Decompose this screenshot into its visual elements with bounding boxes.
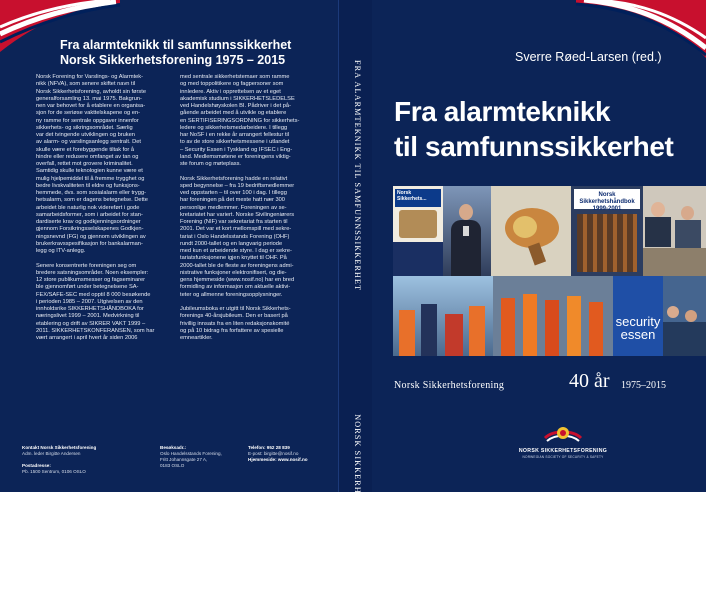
photo-collage (393, 186, 706, 356)
spine-title-part-b: NORSK SIKKERHETSFORENING 40 ÅR (353, 414, 362, 592)
spine-title (353, 60, 362, 592)
essen-line2: essen (620, 327, 656, 342)
piggy-bank-photo (491, 186, 571, 276)
front-title (394, 94, 694, 164)
anniversary-line (394, 372, 694, 396)
back-footer-contact (0, 440, 338, 492)
footer-visit-column (160, 445, 240, 469)
back-cover-title (60, 38, 330, 68)
back-text-right-column: med sentrale sikkerhetstemaer som ramme og med toppolitikere og fagpersoner som innledere. Aktiv i opprettelsen av et eget akademisk studium i SIKKERHETSLEDELSE ved Handelshøyskolen BI. Pådriver i det på- gående arbeidet med å utvikle og etablere en SERTIFISERINGSORDNING for sikkerhets- ledere og sikkerhetsmedarbeidere. I tillegg har NoSF i en rekke år arrangert fellestur til to av de store sikkerhetsmessene i utlandet – Security Essen i Tyskland og IFSEC i Eng- land. Medlemsmøtene er foreningens viktig- ste forum og møteplass. Norsk Sikkerhetsforening hadde en relativt sped begynnelse – fra 19 bedriftsmedlemmer ved oppstarten – til over 100 i dag. I tillegg har foreningen på det meste hatt nær 300 personlige medlemmer. Foreningen av se- kretariatet har variert. Norske Sivilingeniørers Forening (NIF) var sekretariat fra starten til 2001. Det var et kort mellomspill med sekre- tariat i Oslo Handelsstands Forening (OHF) rundt 2000-tallet og en langvarig periode med kun et arbeidende styre. I dag er sekre- tariatsfunksjonene igjen knyttet til OHF. På 2000-tallet ble de fleste av foreningens admi- nistrative funksjoner elektronifisert, og die- gens hjemmeside (www.nosif.no) har en bred formidling av informasjon om aktuelle aktivi- teter og allmenne foreningsopplysninger. Jubileumsboka er utgitt til Norsk Sikkerhets- forenings 40-årsjubileum. Den er basert på frivillig innsats fra en liten redaksjonskomité og på 10 bidrag fra forfattere av spesielle emneartikler. (180, 74, 300, 341)
handbook-banner: Norsk Sikkerhetshåndbok 1999-2001 (574, 189, 640, 209)
spine-title-part-a: FRA ALARMTEKNIKK TIL SAMFUNNSSIKKERHET (353, 60, 362, 292)
footer-phone-column (248, 445, 328, 463)
anniversary-org: Norsk Sikkerhetsforening (394, 380, 505, 391)
footer-contact-line: Adm. leder Birgitte Andersen (22, 451, 81, 456)
book-cover-label: Norsk Sikkerhets... (395, 189, 441, 207)
footer-visit-line: 0183 OSLO (160, 463, 185, 468)
handbook-photo (571, 186, 643, 276)
front-title-line1: Fra alarmteknikk (394, 96, 611, 127)
event-crowd-photo (393, 276, 493, 356)
book-cover-photo (393, 186, 443, 242)
logo-subtitle: NORWEGIAN SOCIETY OF SECURITY & SAFETY (522, 455, 604, 459)
footer-visit-label: Besøksadr.: (160, 445, 187, 450)
society-logo (478, 424, 648, 470)
footer-contact-label: Kontakt Norsk Sikkerhetsforening (22, 445, 97, 450)
book-spine (338, 0, 374, 592)
anniversary-range: 1975–2015 (621, 380, 666, 391)
logo-emblem-icon (543, 424, 583, 446)
footer-contact-column (22, 445, 102, 475)
footer-post-label: Postadresse: (22, 463, 51, 468)
back-title-line2: Norsk Sikkerhetsforening 1975 – 2015 (60, 53, 286, 67)
meeting-photo (643, 186, 706, 276)
editor-name: Sverre Røed-Larsen (red.) (515, 50, 662, 64)
safety-vests-photo (493, 276, 613, 356)
presenter-photo (443, 186, 491, 276)
footer-post-line: Pb. 1500 Sentrum, 0106 OSLO (22, 469, 86, 474)
footer-email-line: E-post: birgitte@nosif.no (248, 451, 299, 456)
essen-line1: security (615, 314, 661, 329)
back-cover (0, 0, 338, 492)
front-cover (372, 0, 706, 492)
footer-phone-label: Telefon: 952 28 839 (248, 445, 290, 450)
back-text-left-column: Norsk Forening for Varslings- og Alarmtek- nikk (NFVA), som senere skiftet navn til Norsk Sikkerhetsforening, avholdt sin første generalforsamling 13. mai 1975. Bakgrun- nen var behovet for å etablere en organisa- sjon for de seriøse vakttelskapene og en- ny ramme for sentrale oppgaver innenfor sikkerhets- og sikringsområdet. Særlig var det tvingende utviklingen og bruken av alarm- og varslingsanlegg sentralt. Det skulle være et forebyggende tiltak for å hindre eller redusere omfanget av tan og overfall, rettet mot grovere kriminalitet. Samtidig skulle teknologien kunne være et mulig hjelpemiddel til å fremme trygghet og bedre livskvaliteten til eldre og funksjons- hemmede, dvs. som sosialalarm eller trygg- hetsalarm, som er dagens betegnelse. Dette arbeidet ble naturlig nok videreført i gode samarbeidsformer, som i arbeidet for stan- dardiserte krav og godkjenningsordninger gjennom Forsikringsselskapenes Godkjen- ningsnevnd (FG) og gjennom utviklingen av brukerkravsspesifikasjon for bankalarman- legg og ITV-anlegg. Senere konsentrerte foreningen seg om bredere satsningsområder. Noen eksempler: 12 store publikumsmesser og fagseminarer ble gjennomført under betegnelsene SA- FEX/SAFE-SEC med opptil 8 000 besøkende i perioden 1985 – 2007. Utgivelsen av den innholdsrike SIKKERHETSHÅNDBOKA for næringslivet 1999 – 2001. Medvirkning til etablering og drift av SIKRER VAKT 1999 – 2011. SIKKERHETSKONFERANSEN, som har vært arrangert i april hvert år siden 2006 (36, 74, 155, 341)
footer-visit-line: Fritt Johannsgate 27 A, (160, 457, 208, 462)
security-essen-sign (613, 276, 663, 356)
footer-web-label: Hjemmeside: www.nosif.no (248, 457, 308, 462)
logo-name: NORSK SIKKERHETSFORENING (518, 448, 608, 454)
back-title-line1: Fra alarmteknikk til samfunnssikkerhet (60, 38, 292, 52)
audience-photo (663, 276, 706, 356)
footer-visit-line: Oslo Handelsstands Forening, (160, 451, 222, 456)
front-title-line2: til samfunnssikkerhet (394, 131, 674, 162)
anniversary-years: 40 år (569, 370, 610, 392)
